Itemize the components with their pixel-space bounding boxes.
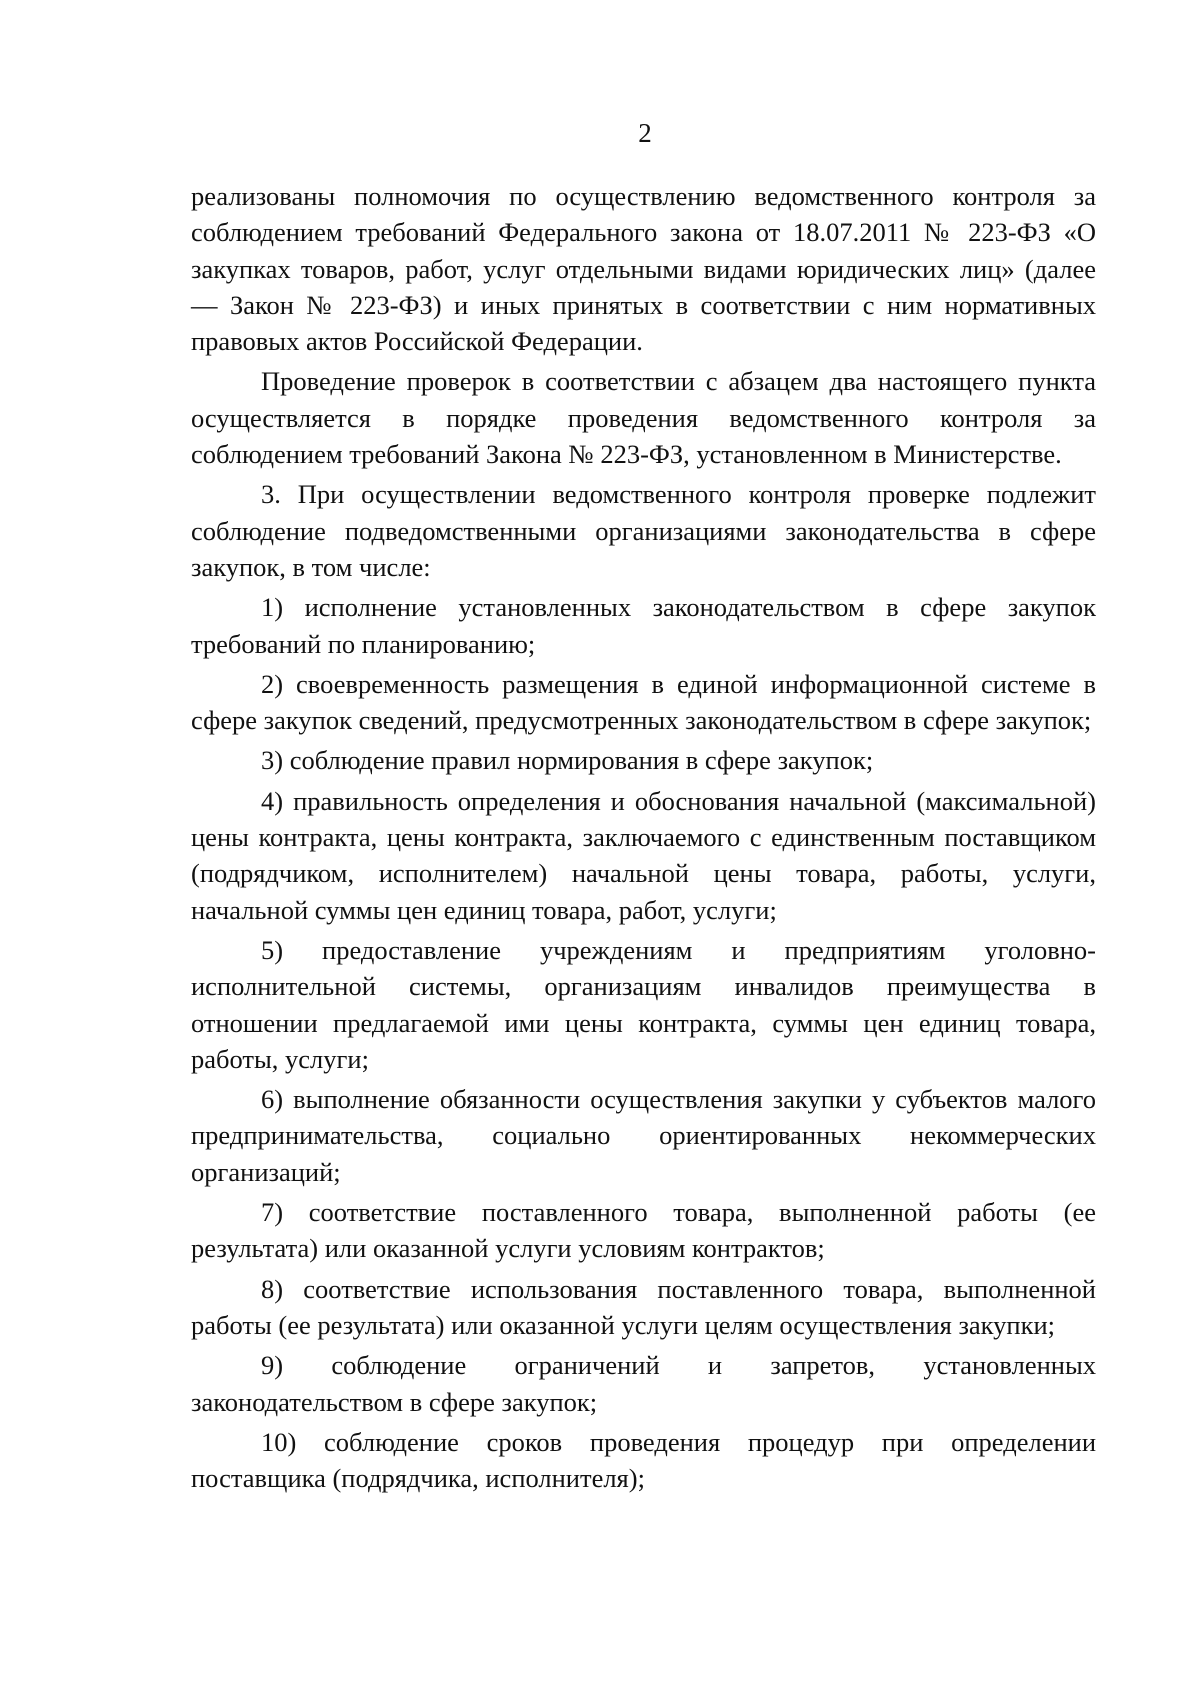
list-item-8: 8) соответствие использования поставленного товара, выполненной работы (ее результата) или оказанной услуги целям осуществления закупки; [191, 1273, 1096, 1340]
paragraph-continuation: реализованы полномочия по осуществлению ведомственного контроля за соблюдением требований Федерального закона от 18.07.2011 № 223-ФЗ «О закупках товаров, работ, услуг отдельными видами юридических лиц» (далее — Закон № 223-ФЗ) и иных принятых в соответствии с ним нормативных правовых актов Российской Федерации. [191, 181, 1096, 357]
paragraph-item-3: 3. При осуществлении ведомственного контроля проверке подлежит соблюдение подведомственными организациями законодательства в сфере закупок, в том числе: [191, 479, 1096, 582]
list-item-7: 7) соответствие поставленного товара, выполненной работы (ее результата) или оказанной услуги условиям контрактов; [191, 1197, 1096, 1264]
list-item-2: 2) своевременность размещения в единой информационной системе в сфере закупок сведений, предусмотренных законодательством в сфере закупок; [191, 668, 1096, 736]
document-body [191, 178, 1096, 1496]
list-item-1: 1) исполнение установленных законодательством в сфере закупок требований по планированию; [191, 592, 1096, 659]
list-item-5: 5) предоставление учреждениям и предприятиям уголовно-исполнительной системы, организациям инвалидов преимущества в отношении предлагаемой ими цены контракта, суммы цен единиц товара, работы, услуги; [191, 934, 1096, 1074]
page-number: 2 [638, 118, 652, 148]
list-item-9: 9) соблюдение ограничений и запретов, установленных законодательством в сфере закупок; [191, 1350, 1096, 1417]
list-item-4: 4) правильность определения и обоснования начальной (максимальной) цены контракта, цены контракта, заключаемого с единственным поставщиком (подрядчиком, исполнителем) начальной цены товара, работы, услуги, начальной суммы цен единиц товара, работ, услуги; [191, 785, 1096, 925]
list-item-3: 3) соблюдение правил нормирования в сфере закупок; [261, 745, 874, 776]
list-item-10: 10) соблюдение сроков проведения процедур при определении поставщика (подрядчика, исполнителя); [191, 1426, 1096, 1494]
paragraph-inspection-procedure: Проведение проверок в соответствии с абзацем два настоящего пункта осуществляется в порядке проведения ведомственного контроля за соблюдением требований Закона № 223-ФЗ, установленном в Министерстве. [191, 366, 1096, 470]
list-item-6: 6) выполнение обязанности осуществления закупки у субъектов малого предпринимательства, социально ориентированных некоммерческих организаций; [191, 1084, 1096, 1187]
